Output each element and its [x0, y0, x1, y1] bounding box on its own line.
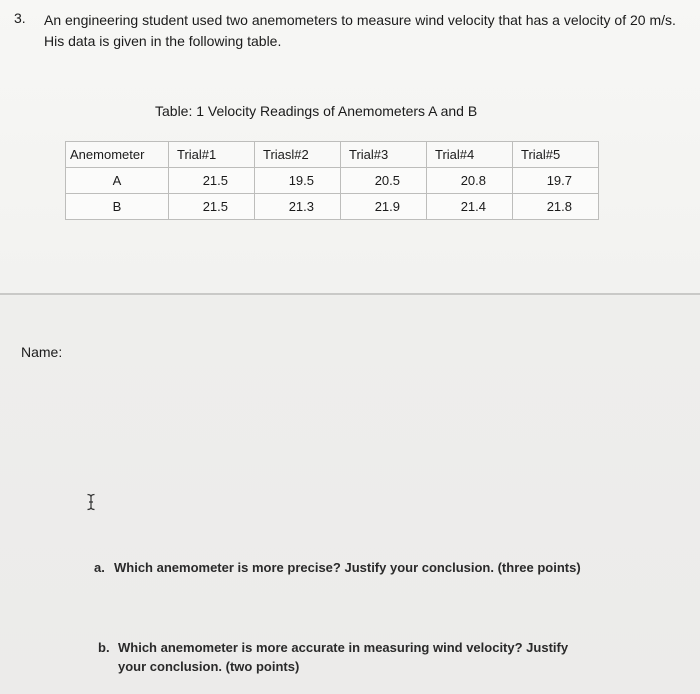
reading-cell: 20.5 [341, 168, 427, 194]
reading-cell: 21.8 [513, 194, 599, 220]
anemometer-name-cell: A [66, 168, 169, 194]
reading-cell: 19.5 [255, 168, 341, 194]
header-trial-3: Trial#3 [341, 142, 427, 168]
panel-divider [0, 293, 700, 295]
header-trial-2: Triasl#2 [255, 142, 341, 168]
table-caption: Table: 1 Velocity Readings of Anemometers A and B [155, 103, 478, 119]
table-header-row [66, 142, 599, 168]
reading-cell: 21.9 [341, 194, 427, 220]
velocity-readings-table [65, 141, 599, 220]
anemometer-name-cell: B [66, 194, 169, 220]
reading-cell: 21.4 [427, 194, 513, 220]
reading-cell: 19.7 [513, 168, 599, 194]
question-part-b [98, 638, 598, 676]
header-trial-5: Trial#5 [513, 142, 599, 168]
reading-cell: 20.8 [427, 168, 513, 194]
lower-panel [0, 296, 700, 694]
part-b-letter: b. [98, 640, 110, 655]
question-part-a [94, 558, 581, 577]
header-anemometer: Anemometer [66, 142, 169, 168]
reading-cell: 21.5 [169, 168, 255, 194]
table-row [66, 168, 599, 194]
name-label: Name: [21, 344, 63, 360]
reading-cell: 21.3 [255, 194, 341, 220]
question-text: An engineering student used two anemometers to measure wind velocity that has a velocity of 20 m/s. His data is given in the following table. [44, 12, 676, 49]
question-number: 3. [14, 10, 26, 26]
header-trial-1: Trial#1 [169, 142, 255, 168]
reading-cell: 21.5 [169, 194, 255, 220]
part-a-letter: a. [94, 560, 105, 575]
text-cursor-icon [86, 493, 96, 511]
part-b-text: Which anemometer is more accurate in measuring wind velocity? Justify your conclusion. (two points) [118, 640, 569, 674]
header-trial-4: Trial#4 [427, 142, 513, 168]
part-a-text: Which anemometer is more precise? Justify your conclusion. (three points) [114, 560, 581, 575]
table-row [66, 194, 599, 220]
